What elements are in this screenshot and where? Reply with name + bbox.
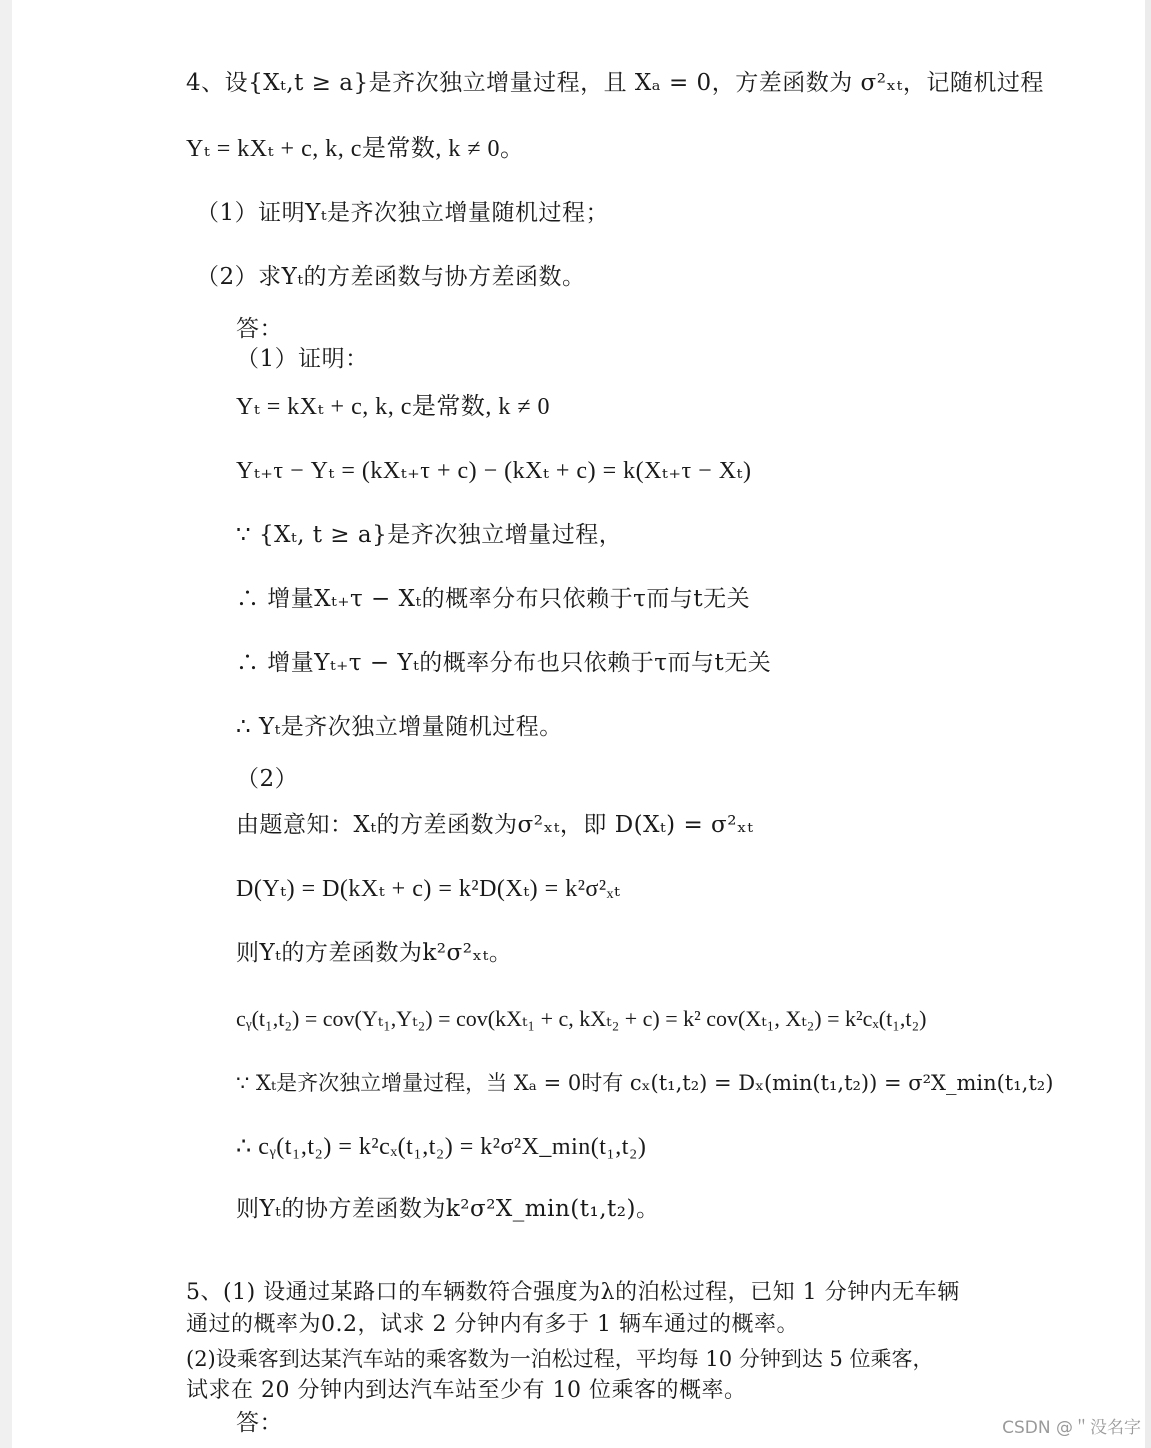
q4-part-2-prompt: （2）求Yₜ的方差函数与协方差函数。	[196, 264, 586, 290]
part2-line-4: cᵧ(t₁,t₂) = cov(Yₜ₁,Yₜ₂) = cov(kXₜ₁ + c, kXₜ₂ + c) = k² cov(Xₜ₁, Xₜ₂) = k²cₓ(t₁,t₂)	[236, 1006, 927, 1031]
part2-line-7: 则Yₜ的协方差函数为k²σ²X_min(t₁,t₂)。	[236, 1196, 660, 1222]
page-left-edge	[0, 0, 12, 1448]
q4-proof-label: （1）证明：	[236, 346, 369, 372]
part2-line-3: 则Yₜ的方差函数为k²σ²ₓₜ。	[236, 940, 513, 966]
proof-line-5: ∴ 增量Yₜ₊τ − Yₜ的概率分布也只依赖于τ而与t无关	[236, 650, 772, 676]
proof-line-4: ∴ 增量Xₜ₊τ − Xₜ的概率分布只依赖于τ而与t无关	[236, 586, 751, 612]
q4-statement-line-1: 4、设{Xₜ,t ≥ a}是齐次独立增量过程，且 Xₐ = 0，方差函数为 σ²ₓₜ，记随机过程	[186, 70, 1044, 96]
q5-line-3: (2)设乘客到达某汽车站的乘客数为一泊松过程，平均每 10 分钟到达 5 位乘客，	[186, 1347, 934, 1371]
q5-answer-label: 答：	[236, 1410, 283, 1436]
proof-line-3: ∵ {Xₜ, t ≥ a}是齐次独立增量过程，	[236, 522, 623, 548]
proof-line-2: Yₜ₊τ − Yₜ = (kXₜ₊τ + c) − (kXₜ + c) = k(Xₜ₊τ − Xₜ)	[236, 458, 752, 484]
q4-part-1-prompt: （1）证明Yₜ是齐次独立增量随机过程；	[196, 200, 609, 226]
part2-line-6: ∴ cᵧ(t₁,t₂) = k²cₓ(t₁,t₂) = k²σ²X_min(t₁,t₂)	[236, 1134, 647, 1160]
part2-line-5: ∵ Xₜ是齐次独立增量过程，当 Xₐ = 0时有 cₓ(t₁,t₂) = Dₓ(min(t₁,t₂)) = σ²X_min(t₁,t₂)	[236, 1071, 1054, 1095]
csdn-watermark: CSDN @＂没名字	[1002, 1418, 1141, 1438]
part2-line-1: 由题意知：Xₜ的方差函数为σ²ₓₜ，即 D(Xₜ) = σ²ₓₜ	[236, 812, 754, 838]
q5-line-4: 试求在 20 分钟内到达汽车站至少有 10 位乘客的概率。	[186, 1378, 747, 1403]
proof-line-6: ∴ Yₜ是齐次独立增量随机过程。	[236, 714, 563, 740]
part2-line-2: D(Yₜ) = D(kXₜ + c) = k²D(Xₜ) = k²σ²ₓₜ	[236, 876, 621, 902]
q4-part-2-label: （2）	[236, 766, 299, 792]
q4-statement-line-2: Yₜ = kXₜ + c, k, c是常数, k ≠ 0。	[186, 136, 525, 162]
page-right-edge	[1145, 0, 1151, 1448]
proof-line-1: Yₜ = kXₜ + c, k, c是常数, k ≠ 0	[236, 394, 551, 420]
q4-answer-label: 答：	[236, 316, 283, 342]
q5-line-1: 5、(1) 设通过某路口的车辆数符合强度为λ的泊松过程，已知 1 分钟内无车辆	[186, 1280, 960, 1305]
q5-line-2: 通过的概率为0.2，试求 2 分钟内有多于 1 辆车通过的概率。	[186, 1312, 799, 1337]
